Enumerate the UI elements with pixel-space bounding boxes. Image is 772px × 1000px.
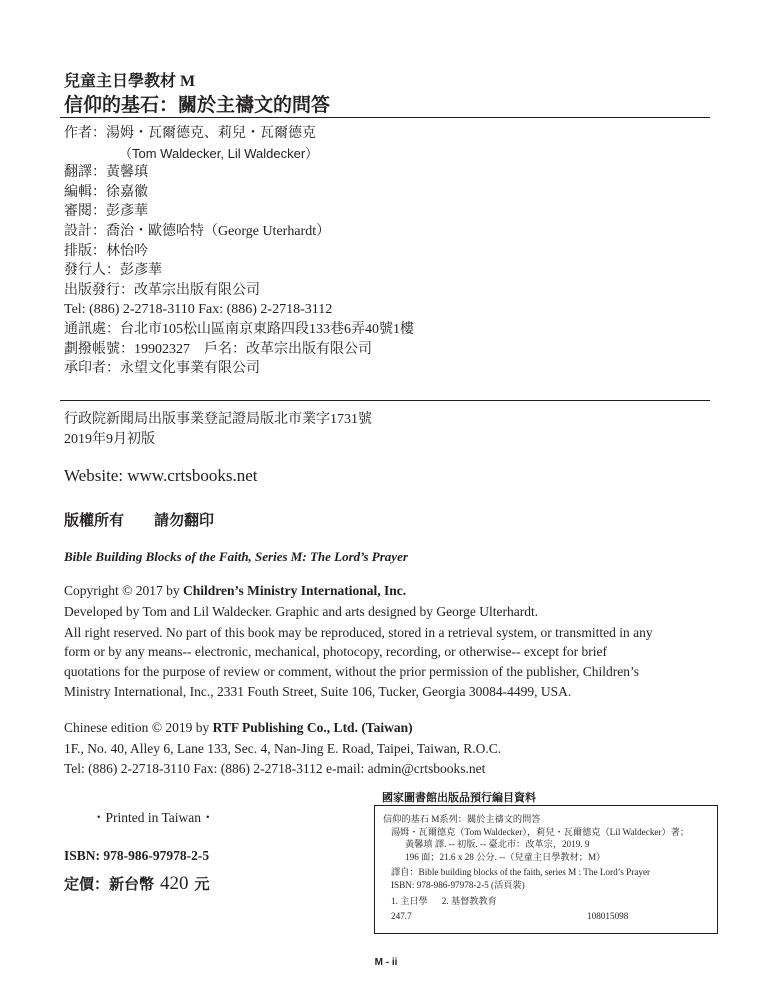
- rights-paragraph: All right reserved. No part of this book may be reproduced, stored in a retrieval system, or transmitted in any form or by any means-- electronic, mechanical, photocopy, recording, or otherwise-- except for brief quotations for the purpose of review or comment, without the prior permission of the publisher, Children’s Ministry International, Inc., 2331 Fouth Street, Suite 106, Tucker, Georgia 30084-4499, USA.: [64, 624, 653, 699]
- cip-record-box: [374, 805, 718, 934]
- printed-in-taiwan: ・Printed in Taiwan・: [92, 810, 215, 825]
- price-label: 定價：新台幣: [64, 877, 155, 893]
- credit-designer: 設計：喬治・歐德哈特（George Uterhardt）: [64, 223, 331, 239]
- credit-publisher: 出版發行：改革宗出版有限公司: [64, 282, 260, 298]
- english-copyright-block: [64, 581, 664, 703]
- chinese-edition-prefix: Chinese edition © 2019 by: [64, 720, 213, 735]
- registration-license: 行政院新聞局出版事業登記證局版北市業字1731號: [64, 412, 372, 427]
- isbn: ISBN: 978-986-97978-2-5: [64, 848, 210, 863]
- credit-publisher-person: 發行人：彭彥華: [64, 263, 162, 279]
- cip-subjects: [383, 895, 709, 908]
- credits-block: [64, 124, 414, 379]
- credit-translator: 翻譯：黃馨瑱: [64, 165, 148, 181]
- developed-line: Developed by Tom and Lil Waldecker. Graphic and arts designed by George Ulterhardt.: [64, 603, 539, 619]
- divider-middle: [60, 400, 710, 401]
- cip-original-title: 譯自：Bible building blocks of the faith, series M : The Lord’s Prayer: [391, 867, 651, 878]
- credit-phone: Tel: (886) 2-2718-3110 Fax: (886) 2-2718-3112: [64, 302, 333, 318]
- cip-isbn: ISBN: 978-986-97978-2-5 (活頁裝): [391, 879, 525, 890]
- chinese-edition-contact: Tel: (886) 2-2718-3110 Fax: (886) 2-2718-3112 e-mail: admin@crtsbooks.net: [64, 761, 486, 776]
- credit-giro-account: 劃撥帳號：19902327 戶名：改革宗出版有限公司: [64, 341, 372, 357]
- cip-translator: 黃馨瑱 譯. -- 初版. -- 臺北市：改革宗，2019. 9: [405, 839, 590, 850]
- cip-record-number: 108015098: [587, 911, 629, 922]
- copyright-owner: Children’s Ministry International, Inc.: [183, 583, 407, 598]
- cip-pages: 196 面；21.6 x 28 公分. --（兒童主日學教材；M）: [405, 851, 606, 862]
- credit-address: 通訊處：台北市105松山區南京東路四段133巷6弄40號1樓: [64, 321, 414, 337]
- credit-author: 作者：湯姆・瓦爾德克、莉兒・瓦爾德克: [64, 126, 316, 141]
- price: [64, 873, 210, 895]
- cip-authors: 湯姆・瓦爾德克（Tom Waldecker），莉兒・瓦爾德克（Lil Waldecker）著；: [391, 826, 690, 837]
- credit-reviewer: 審閱：彭彥華: [64, 204, 148, 220]
- rights-notice: [64, 509, 214, 530]
- series-label: 兒童主日學教材 M: [64, 73, 196, 90]
- cip-subject-1: 1. 主日學: [391, 895, 428, 906]
- cip-title: 信仰的基石 M系列：關於主禱文的問答: [383, 814, 541, 824]
- registration-edition: 2019年9月初版: [64, 432, 155, 447]
- english-title: Bible Building Blocks of the Faith, Series M: The Lord’s Prayer: [64, 549, 408, 564]
- cip-heading: 國家圖書館出版品預行編目資料: [382, 792, 536, 804]
- credit-author-english: （Tom Waldecker, Lil Waldecker）: [119, 145, 319, 161]
- copyright-line: [64, 581, 664, 601]
- price-amount: 420: [160, 873, 189, 894]
- chinese-edition-publisher: RTF Publishing Co., Ltd. (Taiwan): [212, 720, 413, 735]
- rights-no-copy: 請勿翻印: [154, 513, 215, 529]
- website-text: Website: www.crtsbooks.net: [64, 466, 258, 485]
- copyright-prefix: Copyright © 2017 by: [64, 583, 184, 598]
- chinese-edition-line: [64, 718, 664, 739]
- divider-top: [60, 117, 710, 118]
- cip-class-number: 247.7: [391, 911, 412, 922]
- rights-reserved: 版權所有: [64, 513, 125, 529]
- credit-typesetter: 排版：林怡吟: [64, 243, 148, 259]
- chinese-edition-address: 1F., No. 40, Alley 6, Lane 133, Sec. 4, Nan-Jing E. Road, Taipei, Taiwan, R.O.C.: [64, 740, 502, 756]
- book-title: 信仰的基石：關於主禱文的問答: [64, 95, 331, 116]
- chinese-edition-block: [64, 718, 664, 780]
- page-number: M - ii: [374, 957, 398, 968]
- cip-subject-2: 2. 基督教教育: [441, 895, 497, 906]
- credit-printer: 承印者：永望文化事業有限公司: [64, 361, 260, 377]
- cip-classification: [383, 910, 709, 923]
- price-unit: 元: [194, 877, 210, 893]
- registration-block: [64, 410, 372, 450]
- credit-editor: 編輯：徐嘉徽: [64, 184, 148, 200]
